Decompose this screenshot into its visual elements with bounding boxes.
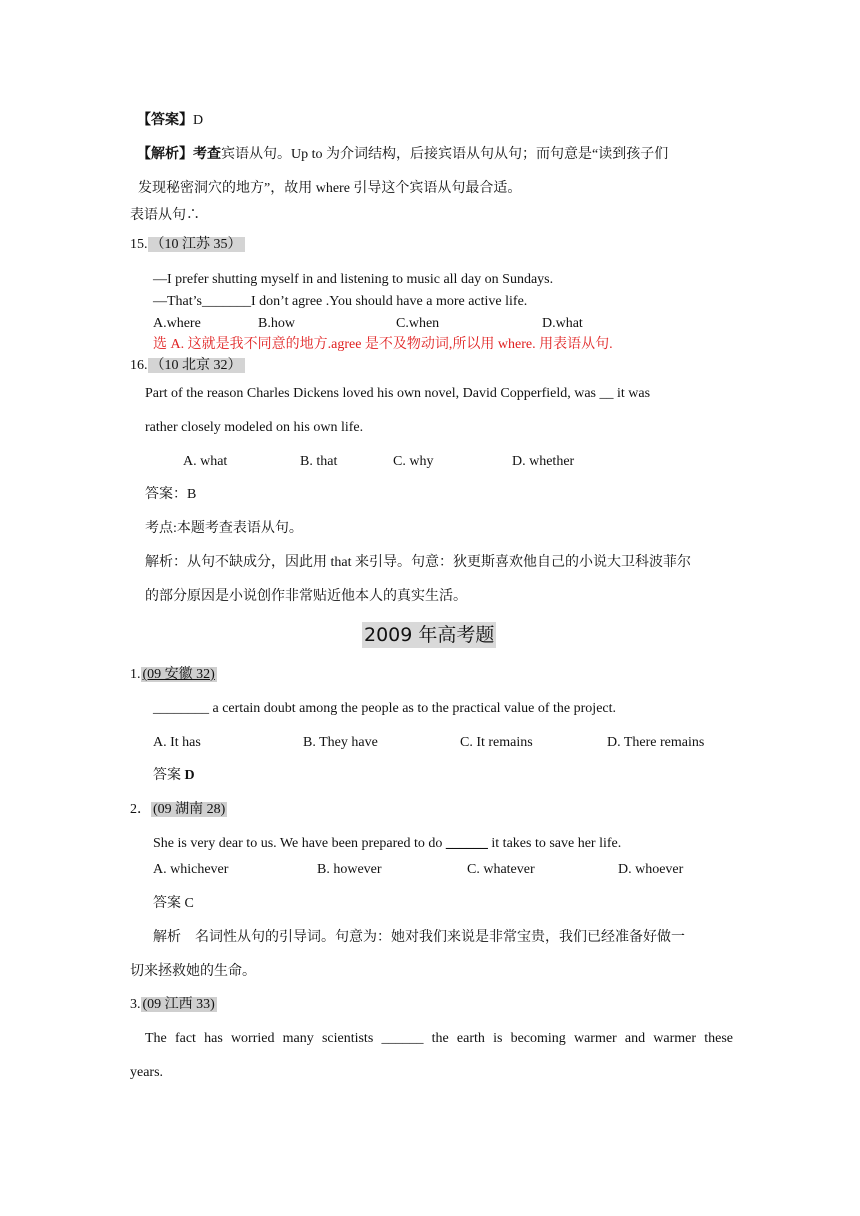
question-2-header [130,801,227,819]
question-source: （10 江苏 35） [148,237,245,252]
q1-answer [153,767,195,785]
q2-option-d: D. whoever [618,862,684,877]
question-15-header [130,236,245,254]
question-number: 3. [130,997,141,1012]
q2-analysis-label: 解析 [153,930,181,945]
answer-label: 【答案】 [137,113,193,128]
analysis-text-1: 宾语从句。Up to 为介词结构，后接宾语从句从句；而句意是“读到孩子们 [221,147,669,162]
q2-analysis-text: 名词性从句的引导词。句意为：她对我们来说是非常宝贵，我们已经准备好做一 [195,930,685,945]
q1-option-a: A. It has [153,735,201,750]
question-16-header [130,357,245,375]
q2-option-a: A. whichever [153,862,229,877]
q16-option-a: A. what [183,454,228,469]
q2-analysis-2: 切来拯救她的生命。 [130,964,256,979]
q16-option-d: D. whether [512,454,575,469]
q1-blank: ________ [153,701,209,716]
year-heading: 2009 年高考题 [364,624,495,646]
q3-line-2: years. [130,1065,164,1080]
q2-answer: 答案 C [153,896,194,911]
q1-stem [153,700,616,718]
answer-line [137,112,203,130]
analysis-line-2: 发现秘密洞穴的地方”，故用 where 引导这个宾语从句最合适。 [138,181,522,196]
q1-answer-value: D [184,768,195,783]
q1-option-c: C. It remains [460,735,533,750]
question-source: (09 安徽 32) [142,667,215,682]
q15-note: 选 A. 这就是我不同意的地方.agree 是不及物动词,所以用 where. 用表语从句. [153,337,613,352]
section-title: 表语从句∴ [130,208,200,223]
q15-option-d: D.what [542,316,583,331]
question-source: (09 湖南 28) [153,802,226,817]
q1-option-d: D. There remains [607,735,705,750]
q2-stem-a: She is very dear to us. We have been prepared to do [153,836,446,851]
q16-point: 考点:本题考查表语从句。 [145,521,303,536]
q16-option-c: C. why [393,454,434,469]
q2-option-b: B. however [317,862,382,877]
q16-answer: 答案：B [145,487,197,502]
question-number: 1. [130,667,141,682]
analysis-bold: 考查 [193,147,221,162]
q2-analysis-1 [153,929,685,947]
question-number: 2． [130,802,151,817]
q15-line-1: —I prefer shutting myself in and listening to music all day on Sundays. [153,272,554,287]
q15-line-2: —That’s_______I don’t agree .You should have a more active life. [153,294,528,309]
question-source: （10 北京 32） [148,358,245,373]
analysis-line-1 [137,146,668,164]
q1-option-b: B. They have [303,735,378,750]
q15-option-a: A.where [153,316,201,331]
q15-option-c: C.when [396,316,440,331]
q3-line-1: The fact has worried many scientists ______ the earth is becoming warmer and warmer these [145,1031,733,1046]
q1-stem-text: a certain doubt among the people as to the practical value of the project. [209,701,617,716]
q1-answer-label: 答案 [153,768,185,783]
q2-option-c: C. whatever [467,862,535,877]
q16-analysis-1: 解析：从句不缺成分，因此用 that 来引导。句意：狄更斯喜欢他自己的小说大卫科波菲尔 [145,555,691,570]
answer-value: D [193,113,204,128]
question-number: 15. [130,237,148,252]
question-source: (09 江西 33) [142,997,215,1012]
question-number: 16. [130,358,148,373]
q16-line-1: Part of the reason Charles Dickens loved his own novel, David Copperfield, was __ it was [145,386,651,401]
q15-option-b: B.how [258,316,295,331]
question-3-header [130,996,217,1014]
analysis-label: 【解析】 [137,147,193,162]
q2-stem-b: it takes to save her life. [487,836,622,851]
question-1-header [130,666,217,684]
q16-line-2: rather closely modeled on his own life. [145,420,364,435]
q2-blank: ______ [445,836,488,851]
q16-analysis-2: 的部分原因是小说创作非常贴近他本人的真实生活。 [145,589,467,604]
q2-stem [153,835,621,853]
q16-option-b: B. that [300,454,338,469]
